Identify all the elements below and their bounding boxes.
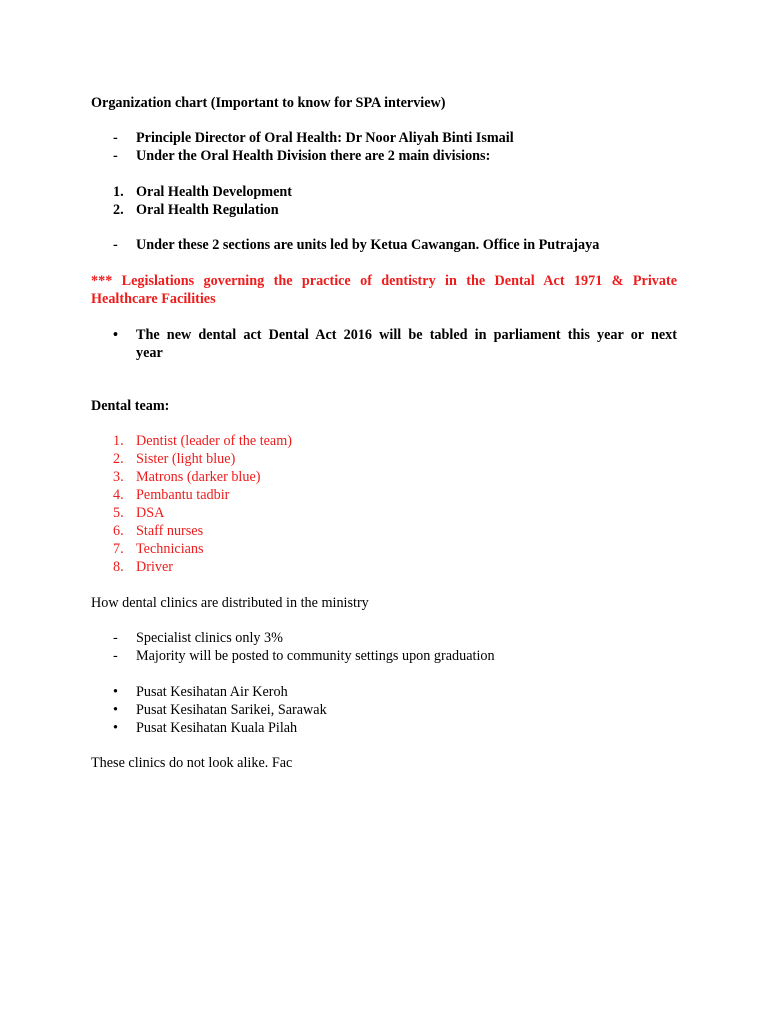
- list-item: Under the Oral Health Division there are 2 main divisions:: [136, 148, 491, 164]
- dash-marker: -: [113, 148, 118, 164]
- list-number: 8.: [113, 559, 124, 575]
- dash-marker: -: [113, 130, 118, 146]
- bullet-marker: •: [113, 684, 118, 700]
- bullet-marker: •: [113, 702, 118, 718]
- list-number: 6.: [113, 523, 124, 539]
- list-item: Pusat Kesihatan Sarikei, Sarawak: [136, 702, 327, 718]
- list-item: Dentist (leader of the team): [136, 433, 292, 449]
- bullet-marker: •: [113, 327, 118, 343]
- bullet-marker: •: [113, 720, 118, 736]
- closing-text: These clinics do not look alike. Fac: [91, 755, 293, 771]
- list-number: 2.: [113, 202, 124, 218]
- dash-marker: -: [113, 630, 118, 646]
- list-item: Pusat Kesihatan Kuala Pilah: [136, 720, 298, 736]
- list-item: Sister (light blue): [136, 451, 236, 467]
- list-item: Pembantu tadbir: [136, 487, 230, 503]
- list-item: Specialist clinics only 3%: [136, 630, 283, 646]
- dash-marker: -: [113, 237, 118, 253]
- list-number: 5.: [113, 505, 124, 521]
- dash-marker: -: [113, 648, 118, 664]
- list-number: 3.: [113, 469, 124, 485]
- list-item: Matrons (darker blue): [136, 469, 261, 485]
- list-number: 1.: [113, 184, 124, 200]
- legislation-line-1: *** Legislations governing the practice of dentistry in the Dental Act 1971 & Private: [91, 273, 677, 289]
- list-item: Principle Director of Oral Health: Dr Noor Aliyah Binti Ismail: [136, 130, 514, 146]
- page-heading: Organization chart (Important to know for SPA interview): [91, 95, 446, 111]
- list-item: Driver: [136, 559, 174, 575]
- distribution-heading: How dental clinics are distributed in the ministry: [91, 595, 369, 611]
- list-number: 1.: [113, 433, 124, 449]
- list-item: Oral Health Regulation: [136, 202, 279, 218]
- list-item: Technicians: [136, 541, 204, 557]
- list-item: Pusat Kesihatan Air Keroh: [136, 684, 288, 700]
- list-number: 4.: [113, 487, 124, 503]
- list-number: 7.: [113, 541, 124, 557]
- dental-team-heading: Dental team:: [91, 398, 170, 414]
- new-act-line-1: The new dental act Dental Act 2016 will be tabled in parliament this year or next: [136, 327, 677, 343]
- list-item: Majority will be posted to community settings upon graduation: [136, 648, 495, 664]
- legislation-line-2: Healthcare Facilities: [91, 291, 216, 307]
- new-act-line-2: year: [136, 345, 163, 361]
- units-point: Under these 2 sections are units led by Ketua Cawangan. Office in Putrajaya: [136, 237, 600, 253]
- list-number: 2.: [113, 451, 124, 467]
- list-item: DSA: [136, 505, 165, 521]
- list-item: Oral Health Development: [136, 184, 293, 200]
- list-item: Staff nurses: [136, 523, 204, 539]
